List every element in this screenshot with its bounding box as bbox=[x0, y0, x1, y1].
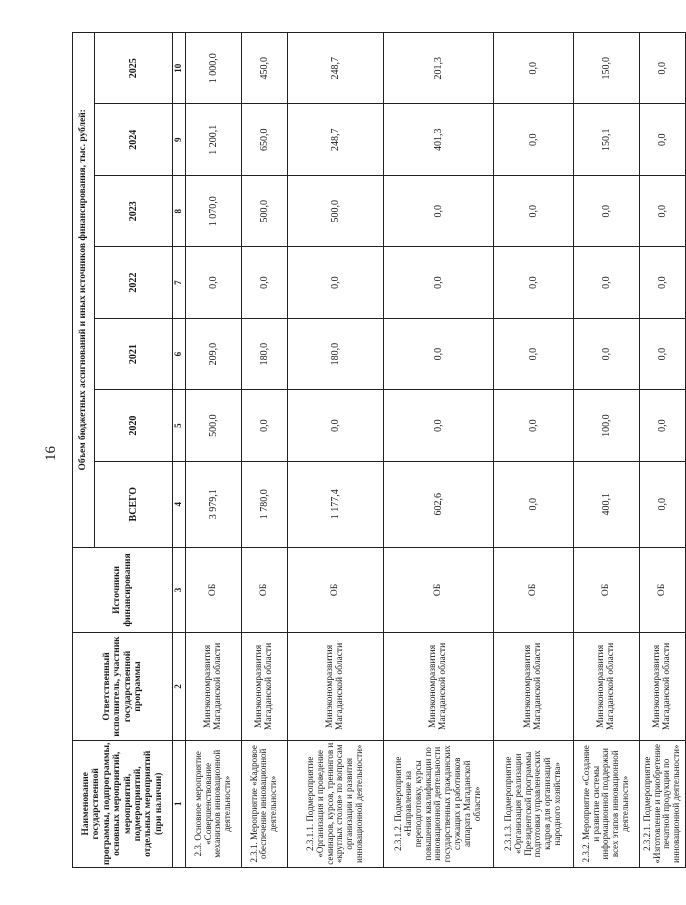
row-total: 0,0 bbox=[639, 461, 685, 547]
row-year-value: 0,0 bbox=[383, 390, 493, 461]
row-year-value: 0,0 bbox=[573, 175, 639, 246]
row-source: ОБ bbox=[241, 547, 287, 633]
header-year: 2021 bbox=[95, 318, 173, 389]
row-source: ОБ bbox=[287, 547, 383, 633]
row-year-value: 0,0 bbox=[573, 247, 639, 318]
row-year-value: 0,0 bbox=[493, 175, 573, 246]
row-year-value: 0,0 bbox=[639, 33, 685, 105]
table-row bbox=[493, 33, 573, 868]
row-total: 400,1 bbox=[573, 461, 639, 547]
row-executor: Минэкономразвития Магаданской области bbox=[185, 633, 241, 740]
row-year-value: 0,0 bbox=[493, 318, 573, 389]
row-year-value: 650,0 bbox=[241, 104, 287, 175]
row-year-value: 0,0 bbox=[185, 247, 241, 318]
row-year-value: 150,0 bbox=[573, 33, 639, 105]
row-year-value: 0,0 bbox=[639, 318, 685, 389]
row-year-value: 0,0 bbox=[383, 247, 493, 318]
header-row-top bbox=[73, 33, 95, 868]
table-row bbox=[639, 33, 685, 868]
row-executor: Минэкономразвития Магаданской области bbox=[493, 633, 573, 740]
table-row bbox=[383, 33, 493, 868]
page-number-text: 16 bbox=[42, 445, 59, 461]
header-executor: Ответственный исполнитель, участник государственной программы bbox=[73, 633, 173, 740]
table-row bbox=[287, 33, 383, 868]
row-year-value: 0,0 bbox=[493, 247, 573, 318]
row-source: ОБ bbox=[493, 547, 573, 633]
row-year-value: 248,7 bbox=[287, 33, 383, 105]
row-name: 2.3.1.2. Подмероприятие «Направление на переподготовку, курсы повышения квалификации по инновационной деятельности государственных гражданских служащих и работников аппарата Магаданской области» bbox=[383, 740, 493, 867]
header-name: Наименование государственной программы, подпрограммы, основных мероприятий, мероприятий, подмероприятий, отдельных мероприятий (при наличии) bbox=[73, 740, 173, 867]
row-year-value: 1 000,0 bbox=[185, 33, 241, 105]
row-year-value: 500,0 bbox=[241, 175, 287, 246]
header-year: 2024 bbox=[95, 104, 173, 175]
row-year-value: 0,0 bbox=[639, 390, 685, 461]
header-source: Источники финансирования bbox=[73, 547, 173, 633]
row-year-value: 0,0 bbox=[639, 175, 685, 246]
row-total: 0,0 bbox=[493, 461, 573, 547]
column-number: 8 bbox=[173, 175, 186, 246]
row-year-value: 180,0 bbox=[287, 318, 383, 389]
column-number-row bbox=[173, 33, 186, 868]
table-row bbox=[185, 33, 241, 868]
row-name: 2.3.1.1. Подмероприятие «Организация и проведение семинаров, курсов, тренингов и «круглых столов» по вопросам организации и развития инновационной деятельности» bbox=[287, 740, 383, 867]
column-number: 7 bbox=[173, 247, 186, 318]
row-source: ОБ bbox=[383, 547, 493, 633]
column-number: 5 bbox=[173, 390, 186, 461]
row-source: ОБ bbox=[573, 547, 639, 633]
row-name: 2.3. Основное мероприятие «Совершенствование механизмов инновационной деятельности» bbox=[185, 740, 241, 867]
row-year-value: 1 070,0 bbox=[185, 175, 241, 246]
row-year-value: 0,0 bbox=[287, 247, 383, 318]
header-total: ВСЕГО bbox=[95, 461, 173, 547]
row-year-value: 0,0 bbox=[639, 247, 685, 318]
row-year-value: 0,0 bbox=[241, 247, 287, 318]
row-year-value: 450,0 bbox=[241, 33, 287, 105]
row-name: 2.3.2.1. Подмероприятие «Изготовление и приобретение печатной продукции по инновационной деятельности» bbox=[639, 740, 685, 867]
row-year-value: 500,0 bbox=[287, 175, 383, 246]
column-number: 1 bbox=[173, 740, 186, 867]
row-name: 2.3.2. Мероприятие «Создание и развитие системы информационной поддержки всех этапов инновационной деятельности» bbox=[573, 740, 639, 867]
row-year-value: 248,7 bbox=[287, 104, 383, 175]
header-year: 2020 bbox=[95, 390, 173, 461]
column-number: 9 bbox=[173, 104, 186, 175]
row-year-value: 0,0 bbox=[493, 390, 573, 461]
row-total: 3 979,1 bbox=[185, 461, 241, 547]
row-year-value: 201,3 bbox=[383, 33, 493, 105]
column-number: 3 bbox=[173, 547, 186, 633]
row-year-value: 209,0 bbox=[185, 318, 241, 389]
row-executor: Минэкономразвития Магаданской области bbox=[639, 633, 685, 740]
row-year-value: 0,0 bbox=[493, 33, 573, 105]
row-name: 2.3.1.3. Подмероприятие «Организация реализации Президентской программы подготовки управленческих кадров для организаций народного хозяйства» bbox=[493, 740, 573, 867]
row-source: ОБ bbox=[185, 547, 241, 633]
row-executor: Минэкономразвития Магаданской области bbox=[241, 633, 287, 740]
row-year-value: 0,0 bbox=[493, 104, 573, 175]
column-number: 6 bbox=[173, 318, 186, 389]
row-executor: Минэкономразвития Магаданской области bbox=[287, 633, 383, 740]
table-row bbox=[241, 33, 287, 868]
row-year-value: 0,0 bbox=[287, 390, 383, 461]
row-year-value: 150,1 bbox=[573, 104, 639, 175]
row-year-value: 0,0 bbox=[639, 104, 685, 175]
table-row bbox=[573, 33, 639, 868]
row-year-value: 401,3 bbox=[383, 104, 493, 175]
row-year-value: 0,0 bbox=[241, 390, 287, 461]
row-year-value: 1 200,1 bbox=[185, 104, 241, 175]
row-total: 1 780,0 bbox=[241, 461, 287, 547]
row-year-value: 0,0 bbox=[383, 318, 493, 389]
column-number: 10 bbox=[173, 33, 186, 105]
row-year-value: 180,0 bbox=[241, 318, 287, 389]
column-number: 2 bbox=[173, 633, 186, 740]
row-total: 602,6 bbox=[383, 461, 493, 547]
page-number bbox=[44, 438, 58, 468]
header-year: 2025 bbox=[95, 33, 173, 105]
row-executor: Минэкономразвития Магаданской области bbox=[573, 633, 639, 740]
row-total: 1 177,4 bbox=[287, 461, 383, 547]
row-source: ОБ bbox=[639, 547, 685, 633]
row-executor: Минэкономразвития Магаданской области bbox=[383, 633, 493, 740]
row-year-value: 0,0 bbox=[573, 318, 639, 389]
row-name: 2.3.1. Мероприятие «Кадровое обеспечение инновационной деятельности» bbox=[241, 740, 287, 867]
header-year: 2022 bbox=[95, 247, 173, 318]
row-year-value: 0,0 bbox=[383, 175, 493, 246]
rotated-table-wrapper bbox=[72, 32, 682, 868]
header-year: 2023 bbox=[95, 175, 173, 246]
row-year-value: 500,0 bbox=[185, 390, 241, 461]
header-funding-group: Объем бюджетных ассигнований и иных источников финансирования, тыс. рублей: bbox=[73, 33, 95, 548]
row-year-value: 100,0 bbox=[573, 390, 639, 461]
funding-table bbox=[72, 32, 686, 868]
column-number: 4 bbox=[173, 461, 186, 547]
